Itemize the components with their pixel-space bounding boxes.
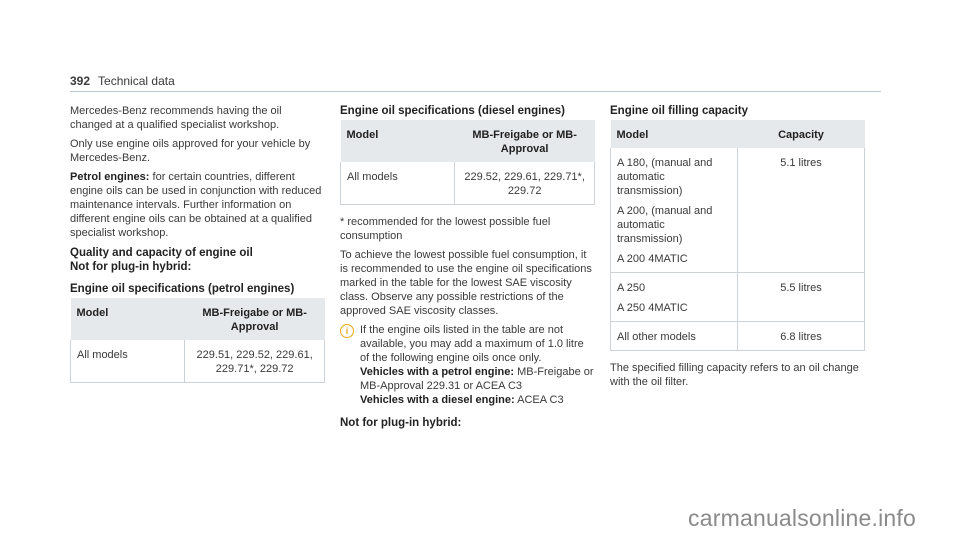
section-title: Technical data xyxy=(98,74,175,88)
petrol-vehicle-line xyxy=(360,365,595,393)
model-line: A 200 4MATIC xyxy=(617,253,688,265)
page-header xyxy=(70,74,175,88)
watermark[interactable]: carmanualsonline.info xyxy=(688,505,916,531)
footnote: * recommended for the lowest possible fuel consumption xyxy=(340,216,551,242)
approval-cell: 229.52, 229.61, 229.71*, 229.72 xyxy=(455,162,595,205)
petrol-vehicle-text: MB-Freigabe or MB-Approval 229.31 or ACEA C3 xyxy=(360,366,594,392)
table-row xyxy=(71,340,325,383)
col-approval-header: MB-Freigabe or MB-Approval xyxy=(185,298,325,340)
model-cell xyxy=(611,148,738,273)
col-model-header: Model xyxy=(611,120,738,148)
table-row xyxy=(611,273,865,322)
model-cell xyxy=(611,273,738,322)
diesel-vehicle-line xyxy=(360,393,595,407)
model-line: A 250 4MATIC xyxy=(617,302,688,314)
model-cell: All models xyxy=(341,162,455,205)
info-note xyxy=(340,323,595,412)
table-row xyxy=(611,148,865,273)
approved-oils-paragraph: Only use engine oils approved for your vehicle by Mercedes-Benz. xyxy=(70,138,311,164)
column-1 xyxy=(70,104,325,393)
info-text: If the engine oils listed in the table are not available, you may add a maximum of 1.0 litre of the following engine oils once only. xyxy=(360,324,584,364)
diesel-vehicle-lead: Vehicles with a diesel engine: xyxy=(360,394,515,406)
col-capacity-header: Capacity xyxy=(738,120,865,148)
diesel-table-heading: Engine oil specifications (diesel engines) xyxy=(340,105,565,117)
capacity-heading: Engine oil filling capacity xyxy=(610,105,749,117)
table-header-row xyxy=(611,120,865,148)
petrol-engines-text: for certain countries, different engine oils can be used in conjunction with reduced maintenance intervals. Further information on different engine oils can be obtained at a qualified specialist workshop. xyxy=(70,171,322,239)
capacity-cell: 5.1 litres xyxy=(738,148,865,273)
quality-heading: Quality and capacity of engine oil xyxy=(70,247,253,259)
info-circle-icon: i xyxy=(340,324,354,338)
capacity-cell: 5.5 litres xyxy=(738,273,865,322)
petrol-engines-lead: Petrol engines: xyxy=(70,171,150,183)
diesel-spec-table xyxy=(340,120,595,205)
approval-cell: 229.51, 229.52, 229.61, 229.71*, 229.72 xyxy=(185,340,325,383)
column-3 xyxy=(610,104,865,394)
petrol-vehicle-lead: Vehicles with a petrol engine: xyxy=(360,366,515,378)
capacity-note: The specified filling capacity refers to an oil change with the oil filter. xyxy=(610,362,859,388)
capacity-table xyxy=(610,120,865,351)
model-line: A 250 xyxy=(617,282,646,294)
petrol-spec-table xyxy=(70,298,325,383)
info-note-body xyxy=(360,323,595,412)
col-model-header: Model xyxy=(71,298,185,340)
plugin-heading-2: Not for plug-in hybrid: xyxy=(340,417,462,429)
oil-change-paragraph: Mercedes-Benz recommends having the oil changed at a qualified specialist workshop. xyxy=(70,105,282,131)
petrol-engines-paragraph xyxy=(70,170,325,240)
capacity-cell: 6.8 litres xyxy=(738,322,865,351)
col-model-header: Model xyxy=(341,120,455,162)
col-approval-header: MB-Freigabe or MB-Approval xyxy=(455,120,595,162)
page-number: 392 xyxy=(70,74,91,88)
model-cell: All models xyxy=(71,340,185,383)
table-header-row xyxy=(341,120,595,162)
model-line: A 200, (manual and automatic transmission) xyxy=(617,205,713,245)
model-cell: All other models xyxy=(611,322,738,351)
diesel-vehicle-text: ACEA C3 xyxy=(514,394,564,406)
table-header-row xyxy=(71,298,325,340)
plugin-heading: Not for plug-in hybrid: xyxy=(70,261,192,273)
model-line: A 180, (manual and automatic transmission) xyxy=(617,157,713,197)
table-row xyxy=(611,322,865,351)
table-row xyxy=(341,162,595,205)
header-rule xyxy=(70,91,881,92)
petrol-table-heading: Engine oil specifications (petrol engines) xyxy=(70,283,295,295)
fuel-consumption-paragraph: To achieve the lowest possible fuel consumption, it is recommended to use the engine oil specifications marked in the table for the lowest SAE viscosity class. Observe any possible restrictions of the approved SAE viscosity classes. xyxy=(340,249,592,317)
column-2 xyxy=(340,104,595,432)
